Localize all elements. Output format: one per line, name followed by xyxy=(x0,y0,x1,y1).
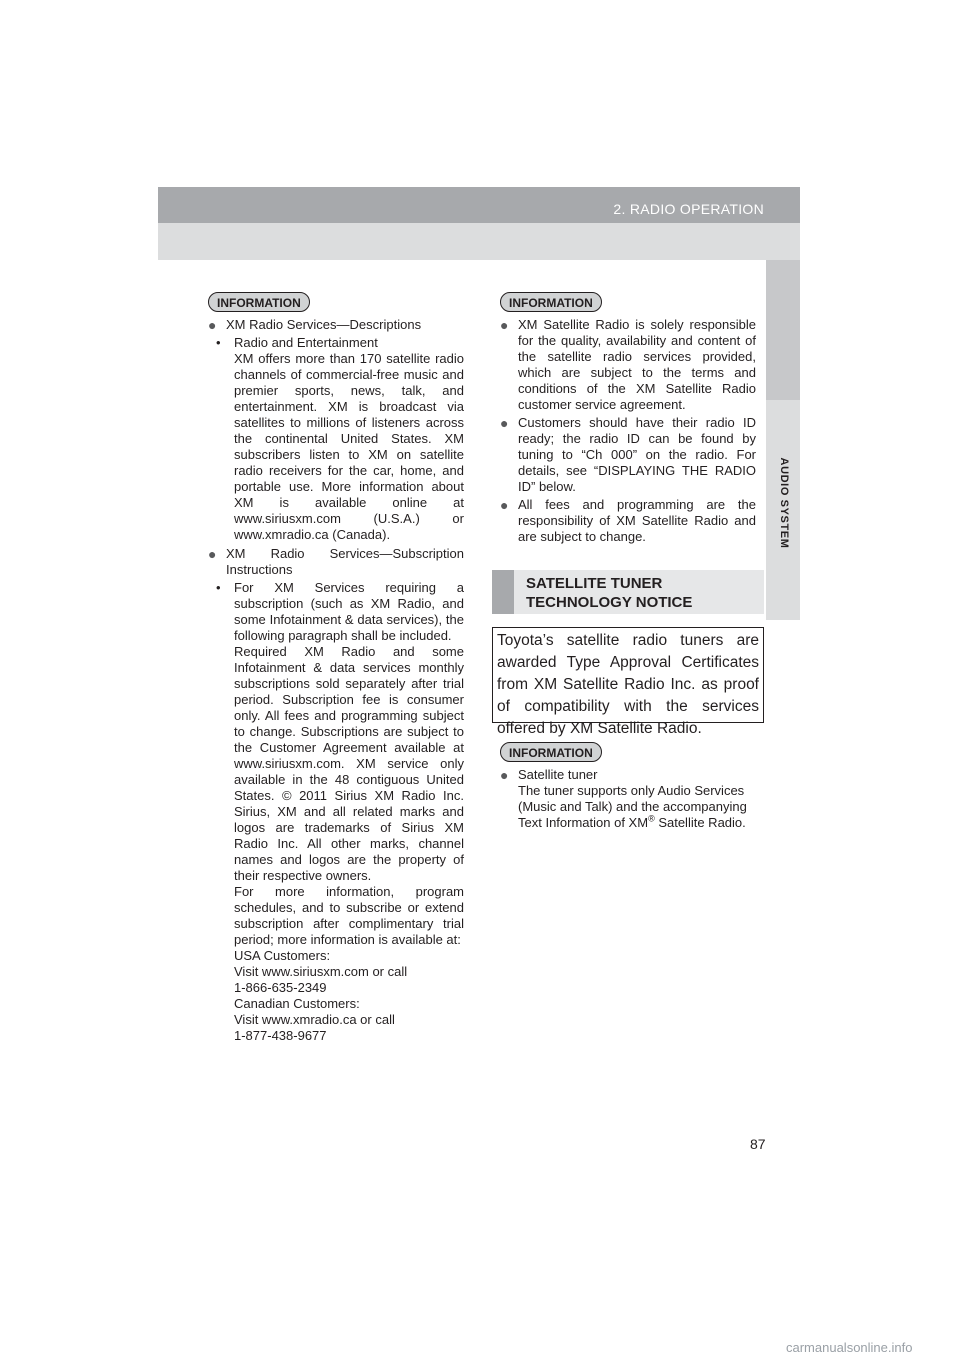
radio-entertainment-text: XM offers more than 170 satellite radio channels of commercial-free music and premier sports, news, talk, and entertainment. XM is broadcast via satellites to millions of listeners across the continental United States. XM subscribers listen to XM on satellite radio receivers for the car, home, and portable use. More information about XM is available online at www.siriusxm.com (U.S.A.) or www.xmradio.ca (Canada). xyxy=(234,351,464,542)
sub-subscription-instructions: • For XM Services requiring a subscription (such as XM Radio, and some Infotainment & data services), the following paragraph shall be included. Required XM Radio and some Infotainment & data services monthly subscriptions sold separately after trial period. Subscription fee is consumer only. All fees and programming subject to change. Subscriptions are subject to the Customer Agreement available at www.siriusxm.com. XM service only available in the 48 contiguous United States. © 2011 Sirius XM Radio Inc. Sirius, XM and all related marks and logos are trademarks of Sirius XM Radio Inc. All other marks, channel names and logos are the property of their respective owners. For more information, program schedules, and to subscribe or extend subscription after complimentary trial period; more information is available at: USA Customers: Visit www.siriusxm.com or call 1-866-635-2349 Canadian Customers: Visit www.xmradio.ca or call 1-877-438-9677 xyxy=(216,580,464,1043)
customer-contacts: USA Customers: Visit www.siriusxm.com or call 1-866-635-2349 Canadian Customers: Visit www.xmradio.ca or call 1-877-438-9677 xyxy=(234,948,408,1043)
bullet-xm-subscription: ● XM Radio Services—Subscription Instructions xyxy=(208,546,464,577)
chapter-tab xyxy=(766,260,800,400)
bullet-dot-icon: ● xyxy=(208,317,217,333)
section-heading-title: SATELLITE TUNER TECHNOLOGY NOTICE xyxy=(526,575,693,611)
right-column xyxy=(500,317,756,547)
more-information: For more information, program schedules, and to subscribe or extend subscription after complimentary trial period; more information is available at: xyxy=(234,884,464,947)
sub-radio-entertainment: • Radio and Entertainment XM offers more than 170 satellite radio channels of commercial-free music and premier sports, news, talk, and entertainment. XM is broadcast via satellites to millions of listeners across the continental United States. XM subscribers listen to XM on satellite radio receivers for the car, home, and portable use. More information about XM is available online at www.siriusxm.com (U.S.A.) or www.xmradio.ca (Canada). xyxy=(216,335,464,542)
left-column xyxy=(208,317,464,1044)
header-subband xyxy=(158,223,800,260)
section-title: 2. RADIO OPERATION xyxy=(613,201,764,217)
section-heading-bar xyxy=(492,570,514,614)
information-badge: INFORMATION xyxy=(500,742,602,762)
watermark: carmanualsonline.info xyxy=(786,1340,913,1355)
page-number: 87 xyxy=(750,1136,766,1152)
tuner-info xyxy=(500,767,756,833)
bullet-xm-responsibility: ● XM Satellite Radio is solely responsible for the quality, availability and content of the satellite radio services provided, which are subject to the terms and conditions of the XM Satellite Radio customer service agreement. xyxy=(500,317,756,412)
information-badge: INFORMATION xyxy=(500,292,602,312)
bullet-radio-id: ● Customers should have their radio ID ready; the radio ID can be found by tuning to “Ch 000” on the radio. For details, see “DISPLAYING THE RADIO ID” below. xyxy=(500,415,756,494)
technology-notice: Toyota’s satellite radio tuners are awarded Type Approval Certificates from XM Satellite Radio Inc. as proof of compatibility with the services offered by XM Satellite Radio. xyxy=(492,627,764,723)
bullet-dot-icon: ● xyxy=(500,415,509,431)
registered-mark: ® xyxy=(648,813,655,824)
bullet-satellite-tuner: ● Satellite tuner The tuner supports only Audio Services (Music and Talk) and the accompanying Text Information of XM® Satellite Radio. xyxy=(500,767,747,830)
bullet-dot-icon: ● xyxy=(208,546,217,562)
header-band xyxy=(158,187,800,223)
bullet-fees: ● All fees and programming are the responsibility of XM Satellite Radio and are subject to change. xyxy=(500,497,756,544)
bullet-dot-icon: ● xyxy=(500,317,509,333)
chapter-label: AUDIO SYSTEM xyxy=(778,457,790,549)
subscription-terms: Required XM Radio and some Infotainment & data services monthly subscriptions sold separately after trial period. Subscription fee is consumer only. All fees and programming subject to change. Subscriptions are subject to the Customer Agreement available at www.siriusxm.com. XM service only available in the 48 contiguous United States. © 2011 Sirius XM Radio Inc. Sirius, XM and all related marks and logos are trademarks of Sirius XM Radio Inc. All other marks, channel names and logos are the property of their respective owners. xyxy=(234,644,464,883)
sub-bullet-icon: • xyxy=(216,335,221,350)
bullet-dot-icon: ● xyxy=(500,767,509,783)
information-badge: INFORMATION xyxy=(208,292,310,312)
section-heading xyxy=(492,570,764,614)
bullet-xm-descriptions: ● XM Radio Services—Descriptions xyxy=(208,317,422,333)
bullet-dot-icon: ● xyxy=(500,497,509,513)
sub-bullet-icon: • xyxy=(216,580,221,595)
